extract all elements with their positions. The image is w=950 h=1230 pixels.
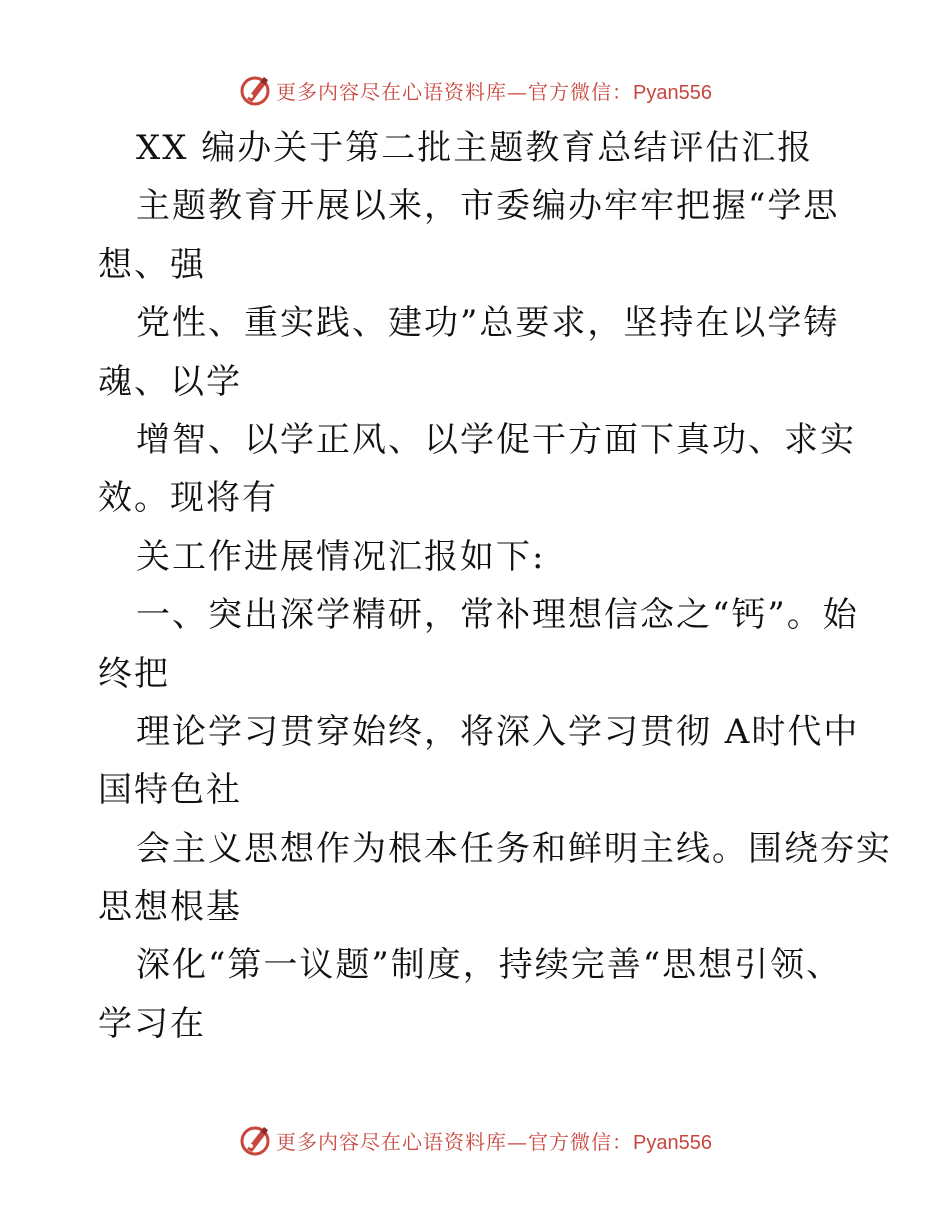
pen-nib-logo-icon [238,73,272,107]
wechat-id: Pyan556 [633,81,712,104]
pen-nib-logo-icon [238,1123,272,1157]
paragraph-line: 想、强 [98,244,206,285]
paragraph-line: 学习在 [98,1003,206,1044]
paragraph-line: 增智、以学正风、以学促干方面下真功、求实 [136,419,856,460]
paragraph-line: 思想根基 [98,887,242,928]
section-heading-line: 一、突出深学精研，常补理想信念之“钙”。始 [136,595,859,636]
document-body [98,119,892,1053]
paragraph-line: 国特色社 [98,770,242,811]
paragraph-line: 会主义思想作为根本任务和鲜明主线。围绕夯实 [136,828,892,869]
footer-watermark-banner [0,1118,950,1162]
paragraph-line: 终把 [98,653,170,694]
paragraph-line: 主题教育开展以来，市委编办牢牢把握“学思 [136,186,840,227]
watermark-text: 更多内容尽在心语资料库—官方微信：Pyan556 [276,1129,712,1154]
paragraph-line: 理论学习贯穿始终，将深入学习贯彻 A时代中 [136,711,860,752]
paragraph-line: 党性、重实践、建功”总要求，坚持在以学铸 [136,303,840,344]
watermark-text: 更多内容尽在心语资料库—官方微信：Pyan556 [276,79,712,104]
paragraph-line: 魂、以学 [98,361,242,402]
document-title: XX 编办关于第二批主题教育总结评估汇报 [136,128,814,168]
paragraph-line: 深化“第一议题”制度，持续完善“思想引领、 [136,945,843,986]
header-watermark-banner [0,68,950,112]
paragraph-line: 效。现将有 [98,478,278,519]
wechat-id: Pyan556 [633,1131,712,1154]
paragraph-line: 关工作进展情况汇报如下: [136,536,546,577]
